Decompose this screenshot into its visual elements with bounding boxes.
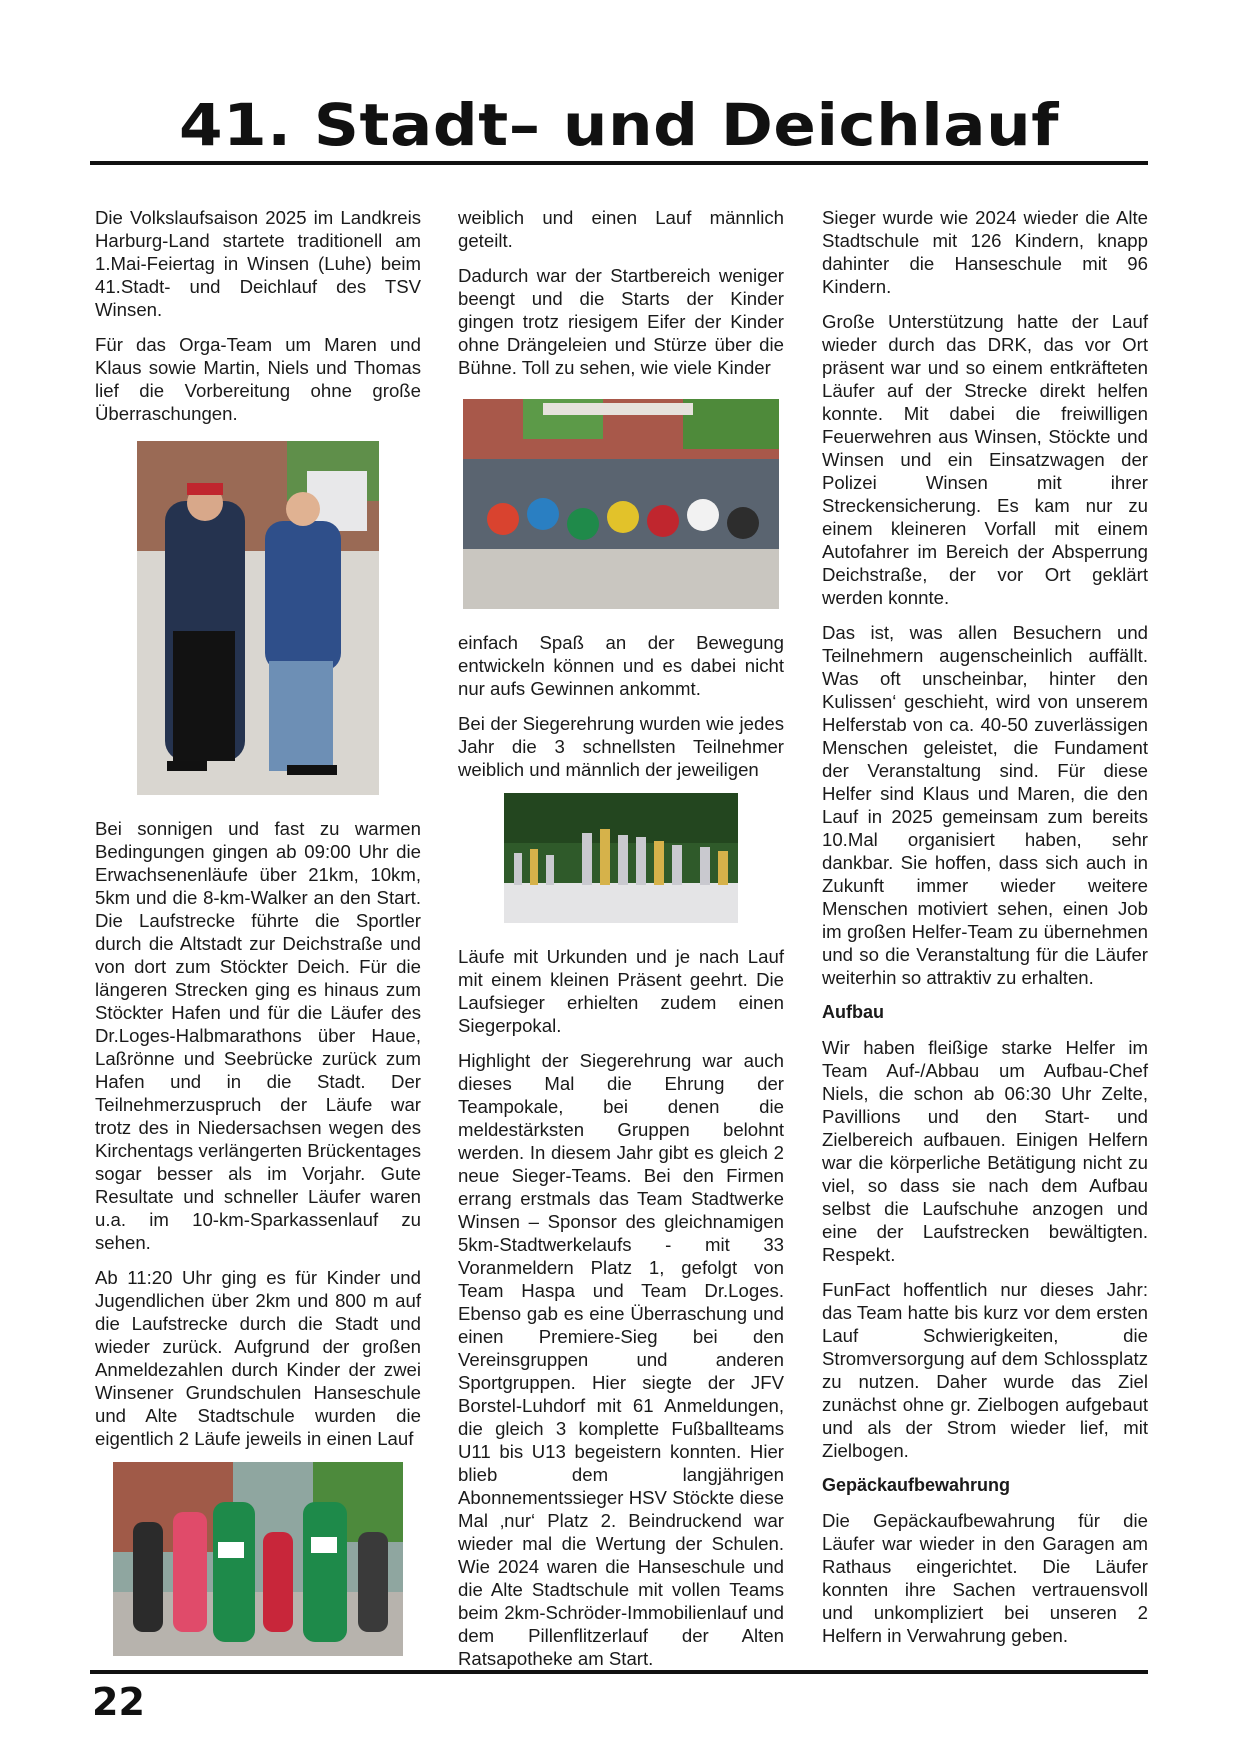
paragraph: Große Unterstützung hatte der Lauf wieder durch das DRK, das vor Ort präsent war und so einem entkräfteten Läufer auf der Strecke direkt helfen konnte. Mit dabei die freiwilligen Feuerwehren aus Winsen, Stöckte und Winsen und ein Einsatzwagen der Polizei Winsen mit ihrer Streckensicherung. Es kam nur zu einem kleineren Vorfall mit einem Autofahrer im Bereich der Absperrung Deichstraße, der vor Ort geklärt werden konnte. [822, 311, 1148, 608]
section-heading: Gepäckaufbewahrung [822, 1475, 1011, 1495]
paragraph: Wir haben fleißige starke Helfer im Team Auf-/Abbau um Aufbau-Chef Niels, die schon ab 06:30 Uhr Zelte, Pavillions und den Start- und Zielbereich aufbauen. Einigen Helfern war die körperliche Betätigung nicht zu viel, so dass sie nach dem Aufbau selbst die Laufschuhe anzogen und eine der Laufstrecken bewältigten. Respekt. [822, 1037, 1148, 1265]
paragraph: Sieger wurde wie 2024 wieder die Alte Stadtschule mit 126 Kindern, knapp dahinter die Hanseschule mit 96 Kindern. [822, 207, 1148, 297]
section-heading: Aufbau [822, 1002, 884, 1022]
paragraph: Die Volkslaufsaison 2025 im Landkreis Harburg-Land startete traditionell am 1.Mai-Feiertag in Winsen (Luhe) beim 41.Stadt- und Deichlauf des TSV Winsen. [95, 207, 421, 320]
photo-organizers [137, 441, 379, 795]
paragraph: Bei sonnigen und fast zu warmen Bedingungen gingen ab 09:00 Uhr die Erwachsenenläufe über 21km, 10km, 5km und die 8-km-Walker an den Start. Die Laufstrecke führte die Sportler durch die Altstadt zur Deichstraße und von dort zum Stöckter Deich. Für die längeren Strecken ging es hinaus zum Stöckter Hafen und für die Läufer des Dr.Loges-Halbmarathons über Haue, Laßrönne und Seebrücke zurück zum Hafen und in die Stadt. Der Teilnehmerzuspruch der Läufe war trotz des in Niedersachsen wegen des Kirchentags verlängerten Brückentages sogar besser als im Vorjahr. Gute Resultate und schneller Läufer waren u.a. im 10-km-Sparkassenlauf zu sehen. [95, 818, 421, 1253]
paragraph: Bei der Siegerehrung wurden wie jedes Jahr die 3 schnellsten Teilnehmer weiblich und männlich der jeweiligen [458, 713, 784, 780]
paragraph: Das ist, was allen Besuchern und Teilnehmern augenscheinlich auffällt. Was oft unscheinbar, hinter den Kulissen‘ geschieht, wird von unserem Helferstab von ca. 40-50 zuverlässigen Menschen geleistet, die Fundament der Veranstaltung sind. Für diese Helfer sind Klaus und Maren, die den Lauf in 2025 gemeinsam zum bereits 10.Mal organisiert haben, sehr dankbar. Sie hoffen, dass sich auch in Zukunft immer wieder weitere Menschen motiviert sehen, einen Job im großen Helfer-Team zu übernehmen und so die Veranstaltung für die Läufer weiterhin so attraktiv zu erhalten. [822, 622, 1148, 988]
paragraph: Läufe mit Urkunden und je nach Lauf mit einem kleinen Präsent geehrt. Die Laufsieger erhielten zudem einen Siegerpokal. [458, 946, 784, 1036]
paragraph: FunFact hoffentlich nur dieses Jahr: das Team hatte bis kurz vor dem ersten Lauf Schwierigkeiten, die Stromversorgung auf dem Schlossplatz zu nutzen. Daher wurde das Ziel zunächst ohne gr. Zielbogen aufgebaut und als der Strom wieder lief, mit Zielbogen. [822, 1279, 1148, 1461]
page-title: 41. Stadt– und Deichlauf [178, 91, 1060, 159]
paragraph: Für das Orga-Team um Maren und Klaus sowie Martin, Niels und Thomas lief die Vorbereitung ohne große Überraschungen. [95, 334, 421, 424]
paragraph: einfach Spaß an der Bewegung entwickeln können und es dabei nicht nur aufs Gewinnen ankommt. [458, 632, 784, 699]
paragraph: Highlight der Siegerehrung war auch dieses Mal die Ehrung der Teampokale, bei denen die meldestärksten Gruppen belohnt werden. In diesem Jahr gibt es gleich 2 neue Sieger-Teams. Bei den Firmen errang erstmals das Team Stadtwerke Winsen – Sponsor des gleichnamigen 5km-Stadtwerkelaufs - mit 33 Voranmeldern Platz 1, gefolgt von Team Haspa und Team Dr.Loges. Ebenso gab es eine Überraschung und einen Premiere-Sieg bei den Vereinsgruppen und anderen Sportgruppen. Hier siegte der JFV Borstel-Luhdorf mit 61 Anmeldungen, die gleich 3 komplette Fußballteams U11 bis U13 begeistern konnten. Hier blieb dem langjährigen Abonnementssieger HSV Stöckte diese Mal ‚nur‘ Platz 2. Beindruckend war wieder mal die Wertung der Schulen. Wie 2024 waren die Hanseschule und die Alte Stadtschule mit vollen Teams beim 2km-Schröder-Immobilienlauf und dem Pillenflitzerlauf der Alten Ratsapotheke am Start. [458, 1050, 784, 1669]
column-2 [458, 206, 784, 1682]
paragraph: Die Gepäckaufbewahrung für die Läufer war wieder in den Garagen am Rathaus eingerichtet. Die Läufer konnten ihre Sachen vertrauensvoll und unkompliziert bei unseren 2 Helfern in Verwahrung geben. [822, 1510, 1148, 1646]
page-number: 22 [92, 1680, 145, 1724]
column-3 [822, 206, 1148, 1659]
paragraph: weiblich und einen Lauf männlich geteilt. [458, 207, 784, 251]
paragraph: Dadurch war der Startbereich weniger beengt und die Starts der Kinder gingen trotz riesigem Eifer der Kinder ohne Drängeleien und Stürze über die Bühne. Toll zu sehen, wie viele Kinder [458, 265, 784, 378]
photo-trophies [504, 793, 738, 923]
photo-youth-runners [113, 1462, 403, 1656]
paragraph: Ab 11:20 Uhr ging es für Kinder und Jugendlichen über 2km und 800 m auf die Laufstrecke durch die Stadt und wieder zurück. Aufgrund der großen Anmeldezahlen durch Kinder der zwei Winsener Grundschulen Hanseschule und Alte Stadtschule wurden die eigentlich 2 Läufe jeweils in einen Lauf [95, 1267, 421, 1449]
footer-rule [90, 1670, 1148, 1674]
photo-children-start [463, 399, 779, 609]
column-1 [95, 206, 421, 1678]
title-rule [90, 161, 1148, 165]
